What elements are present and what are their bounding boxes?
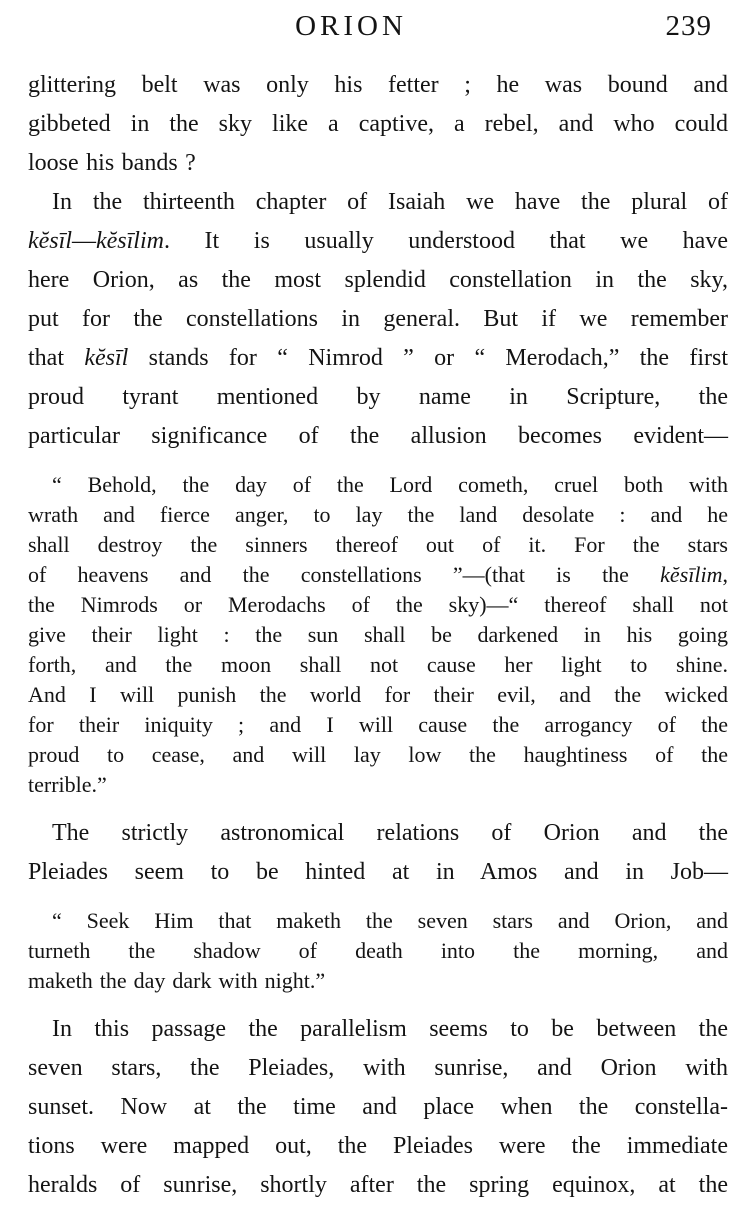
running-head (28, 10, 728, 48)
text-line: particular significance of the allusion becomes evident— (28, 423, 728, 449)
text-line: wrath and fierce anger, to lay the land desolate : and he (28, 502, 728, 527)
text-line: tions were mapped out, the Pleiades were the immediate (28, 1133, 728, 1159)
text-line: glittering belt was only his fetter ; he was bound and (28, 72, 728, 98)
text-line: put for the constellations in general. But if we remember (28, 306, 728, 332)
text-line: terrible.” (28, 772, 107, 797)
text-line: proud to cease, and will lay low the haughtiness of the (28, 742, 728, 767)
text-line: And I will punish the world for their evil, and the wicked (28, 682, 728, 707)
text-line: Pleiades seem to be hinted at in Amos and in Job— (28, 859, 728, 885)
text-line: The strictly astronomical relations of Orion and the (52, 820, 728, 846)
text-line: “ Behold, the day of the Lord cometh, cruel both with (52, 472, 728, 497)
text-line: In this passage the parallelism seems to be between the (52, 1016, 728, 1042)
text-line: gibbeted in the sky like a captive, a rebel, and who could (28, 111, 728, 137)
text-line: shall destroy the sinners thereof out of it. For the stars (28, 532, 728, 557)
block-quote (28, 470, 728, 800)
block-quote (28, 906, 728, 996)
text-line: of heavens and the constellations ”—(that is the kĕsīlim, (28, 562, 728, 587)
page-content (28, 66, 728, 1205)
text-line: the Nimrods or Merodachs of the sky)—“ thereof shall not (28, 592, 728, 617)
text-line: kĕsīl—kĕsīlim. It is usually understood that we have (28, 228, 728, 254)
paragraph (28, 814, 728, 892)
text-line: proud tyrant mentioned by name in Scripture, the (28, 384, 728, 410)
text-line: heralds of sunrise, shortly after the spring equinox, at the (28, 1172, 728, 1198)
text-line: In the thirteenth chapter of Isaiah we have the plural of (52, 189, 728, 215)
paragraph (28, 183, 728, 456)
text-line: maketh the day dark with night.” (28, 968, 326, 993)
paragraph (28, 66, 728, 183)
text-line: loose his bands ? (28, 150, 196, 176)
paragraph (28, 1010, 728, 1205)
text-line: that kĕsīl stands for “ Nimrod ” or “ Merodach,” the first (28, 345, 728, 371)
page-number: 239 (665, 10, 712, 42)
text-line: sunset. Now at the time and place when the constella- (28, 1094, 728, 1120)
page-header-title: ORION (295, 10, 407, 42)
text-line: turneth the shadow of death into the morning, and (28, 938, 728, 963)
text-line: here Orion, as the most splendid constellation in the sky, (28, 267, 728, 293)
text-line: seven stars, the Pleiades, with sunrise, and Orion with (28, 1055, 728, 1081)
text-line: forth, and the moon shall not cause her light to shine. (28, 652, 728, 677)
text-line: for their iniquity ; and I will cause the arrogancy of the (28, 712, 728, 737)
text-line: give their light : the sun shall be darkened in his going (28, 622, 728, 647)
text-line: “ Seek Him that maketh the seven stars and Orion, and (52, 908, 728, 933)
